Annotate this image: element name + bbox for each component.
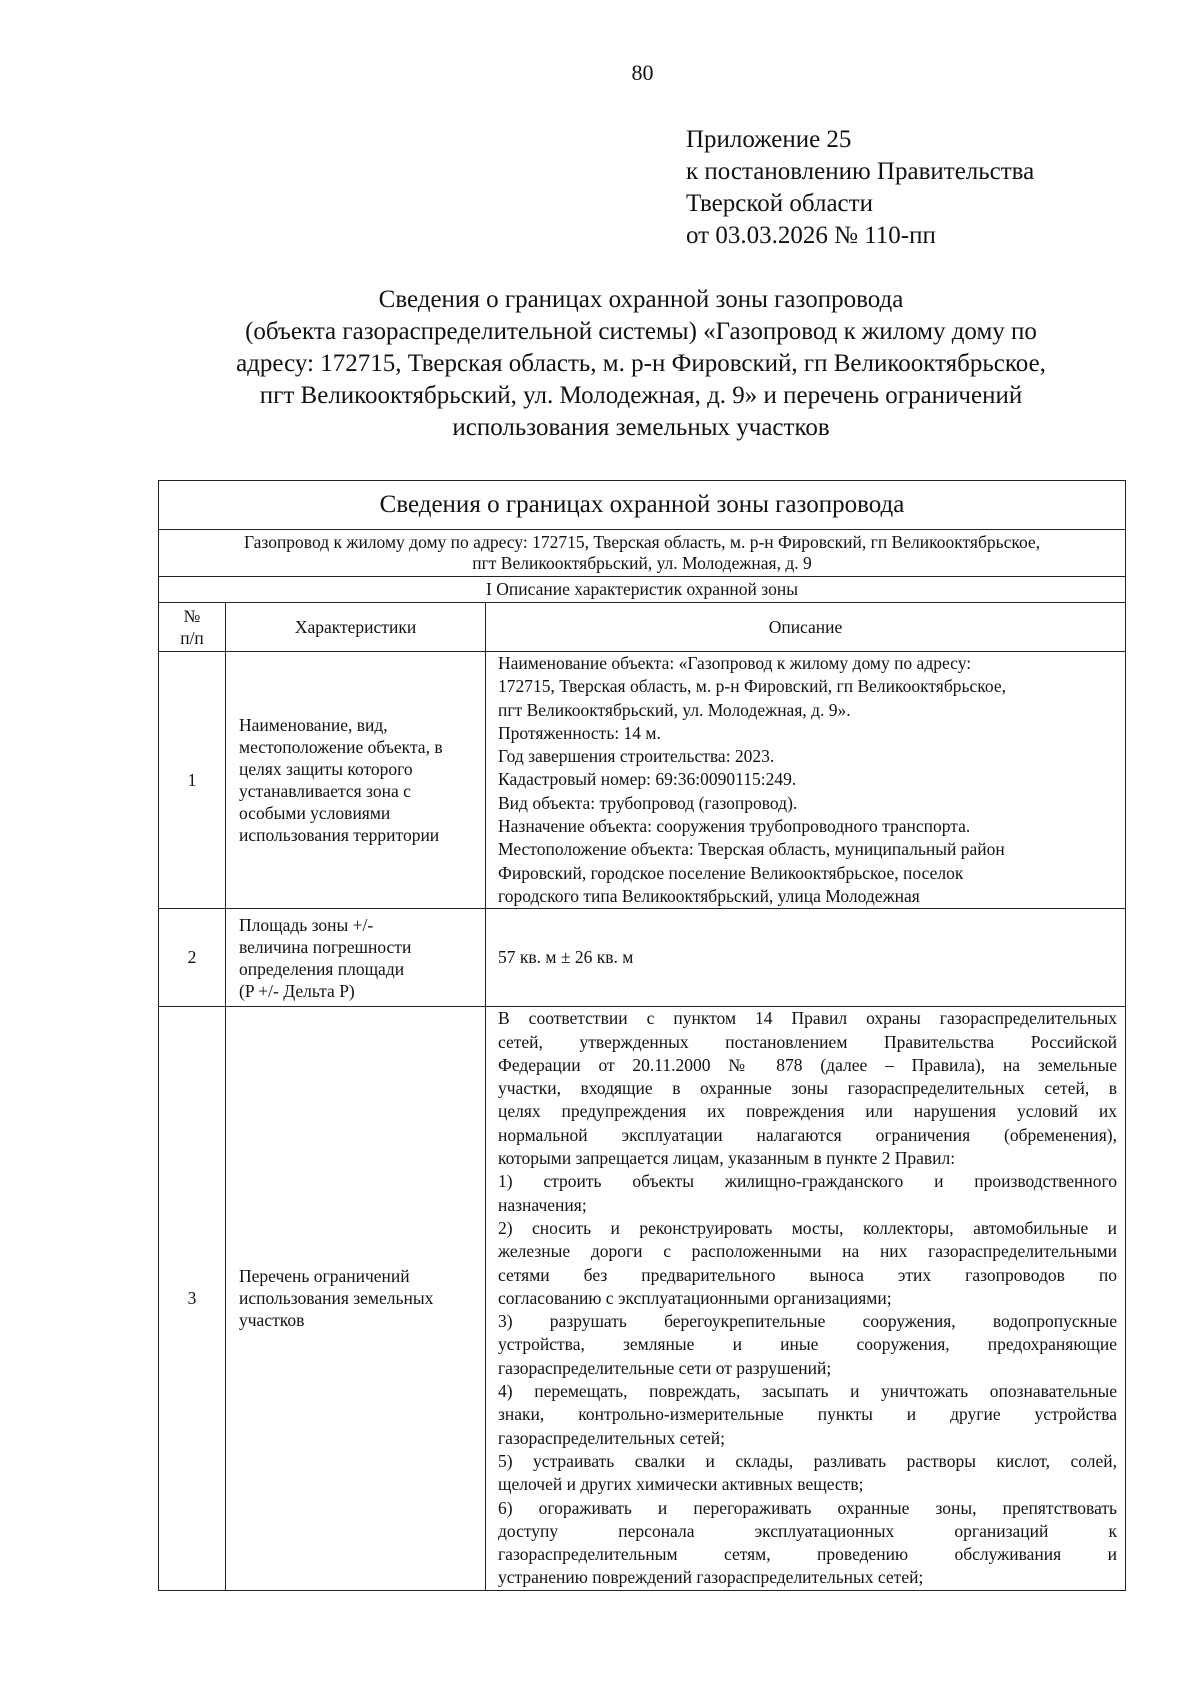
header-num-line: п/п (180, 628, 204, 648)
row-characteristic: Наименование, вид, местоположение объекта, в целях защиты которого устанавливается зона с особыми условиями использования территории (226, 652, 486, 909)
description-line: назначения; (498, 1194, 587, 1215)
row-description (486, 1007, 1126, 1590)
characteristic-line: величина погрешности (239, 936, 412, 957)
appendix-line: Приложение 25 (686, 126, 852, 153)
description-line: газораспределительным сетям, проведению обслуживания и (498, 1544, 1118, 1565)
row-characteristic (226, 909, 486, 1007)
header-row (159, 603, 1126, 652)
description-line: сетей, утвержденных постановлением Правительства Российской (498, 1031, 1118, 1052)
description-line: 172715, Тверская область, м. р-н Фировский, гп Великооктябрьское, (498, 676, 1006, 697)
appendix-line: от 03.03.2026 № 110-пп (686, 222, 936, 249)
description-line: согласованию с эксплуатационными организациями; (498, 1287, 892, 1308)
description-line: сетями без предварительного выноса этих газопроводов по (498, 1264, 1118, 1285)
title-line: Сведения о границах охранной зоны газопровода (378, 286, 904, 313)
row-description (486, 652, 1126, 909)
row-characteristic: Перечень ограничений использования земельных участков (226, 1007, 486, 1590)
description-line: пгт Великооктябрьский, ул. Молодежная, д. 9». (498, 699, 851, 720)
zone-info-table (158, 480, 1126, 1591)
header-description: Описание (486, 603, 1126, 652)
appendix-block (686, 124, 1034, 252)
object-name-line: Газопровод к жилому дому по адресу: 172715, Тверская область, м. р-н Фировский, гп Великооктябрьское, (243, 532, 1041, 552)
table-section-title: Сведения о границах охранной зоны газопровода (159, 481, 1126, 530)
row-number: 3 (159, 1007, 226, 1590)
row-number: 2 (159, 909, 226, 1007)
description-line: В соответствии с пунктом 14 Правил охраны газораспределительных (498, 1008, 1118, 1029)
table-row (159, 1007, 1126, 1590)
title-line: (объекта газораспределительной системы) «Газопровод к жилому дому по (245, 318, 1037, 345)
characteristic-line: Площадь зоны +/- (239, 914, 374, 935)
header-characteristics: Характеристики (226, 603, 486, 652)
table-row (159, 652, 1126, 909)
part-title-cell: I Описание характеристик охранной зоны (159, 577, 1126, 603)
description-line: 1) строить объекты жилищно-гражданского и производственного (498, 1171, 1118, 1192)
description-line: доступу персонала эксплуатационных организаций к (498, 1520, 1118, 1541)
description-line: 5) устраивать свалки и склады, разливать растворы кислот, солей, (498, 1450, 1118, 1471)
description-line: Фировский, городское поселение Великооктябрьское, поселок (498, 862, 964, 883)
header-num-line: № (183, 606, 201, 626)
description-line: 6) огораживать и перегораживать охранные зоны, препятствовать (498, 1497, 1118, 1518)
description-line: которыми запрещается лицам, указанным в пункте 2 Правил: (498, 1148, 956, 1169)
description-line: знаки, контрольно-измерительные пункты и другие устройства (498, 1404, 1118, 1425)
description-line: 4) перемещать, повреждать, засыпать и уничтожать опознавательные (498, 1381, 1118, 1402)
description-line: газораспределительные сети от разрушений; (498, 1357, 832, 1378)
description-line: целях предупреждения их повреждения или нарушения условий их (498, 1101, 1118, 1122)
row-number: 1 (159, 652, 226, 909)
description-line: Протяженность: 14 м. (498, 722, 661, 743)
description-line: городского типа Великооктябрьский, улица Молодежная (498, 885, 920, 906)
row-description: 57 кв. м ± 26 кв. м (486, 909, 1126, 1007)
title-line: использования земельных участков (452, 414, 830, 441)
description-line: щелочей и других химически активных веществ; (498, 1474, 864, 1495)
description-line: Вид объекта: трубопровод (газопровод). (498, 792, 798, 813)
description-line: участки, входящие в охранные зоны газораспределительных сетей, в (498, 1078, 1118, 1099)
appendix-line: Тверской области (686, 190, 873, 217)
description-line: Федерации от 20.11.2000 № 878 (далее – Правила), на земельные (498, 1054, 1118, 1075)
appendix-line: к постановлению Правительства (686, 158, 1035, 185)
part-title-row (159, 577, 1126, 603)
page-number: 80 (631, 60, 654, 85)
description-line: устройства, земляные и иные сооружения, предохраняющие (498, 1334, 1118, 1355)
table-title-row (159, 481, 1126, 530)
header-num (159, 603, 226, 652)
table-row (159, 909, 1126, 1007)
description-line: газораспределительных сетей; (498, 1427, 725, 1448)
object-name-cell (159, 530, 1126, 577)
characteristic-line: определения площади (239, 958, 405, 979)
description-line: железные дороги с расположенными на них газораспределительными (498, 1241, 1118, 1262)
characteristic-line: (P +/- Дельта P) (239, 980, 355, 1001)
description-line: устранению повреждений газораспределительных сетей; (498, 1567, 924, 1588)
title-line: пгт Великооктябрьский, ул. Молодежная, д. 9» и перечень ограничений (259, 382, 1023, 409)
document-title (160, 284, 1122, 444)
description-line: Кадастровый номер: 69:36:0090115:249. (498, 769, 797, 790)
description-line: Назначение объекта: сооружения трубопроводного транспорта. (498, 816, 971, 837)
object-name-line: пгт Великооктябрьский, ул. Молодежная, д. 9 (472, 553, 812, 573)
description-line: Местоположение объекта: Тверская область, муниципальный район (498, 839, 1005, 860)
title-line: адресу: 172715, Тверская область, м. р-н Фировский, гп Великооктябрьское, (236, 350, 1046, 377)
description-line: Год завершения строительства: 2023. (498, 746, 775, 767)
description-line: 2) сносить и реконструировать мосты, коллекторы, автомобильные и (498, 1217, 1118, 1238)
object-row (159, 530, 1126, 577)
description-line: 3) разрушать берегоукрепительные сооружения, водопропускные (498, 1311, 1118, 1332)
description-line: нормальной эксплуатации налагаются ограничения (обременения), (498, 1124, 1118, 1145)
description-line: Наименование объекта: «Газопровод к жилому дому по адресу: (498, 653, 972, 673)
